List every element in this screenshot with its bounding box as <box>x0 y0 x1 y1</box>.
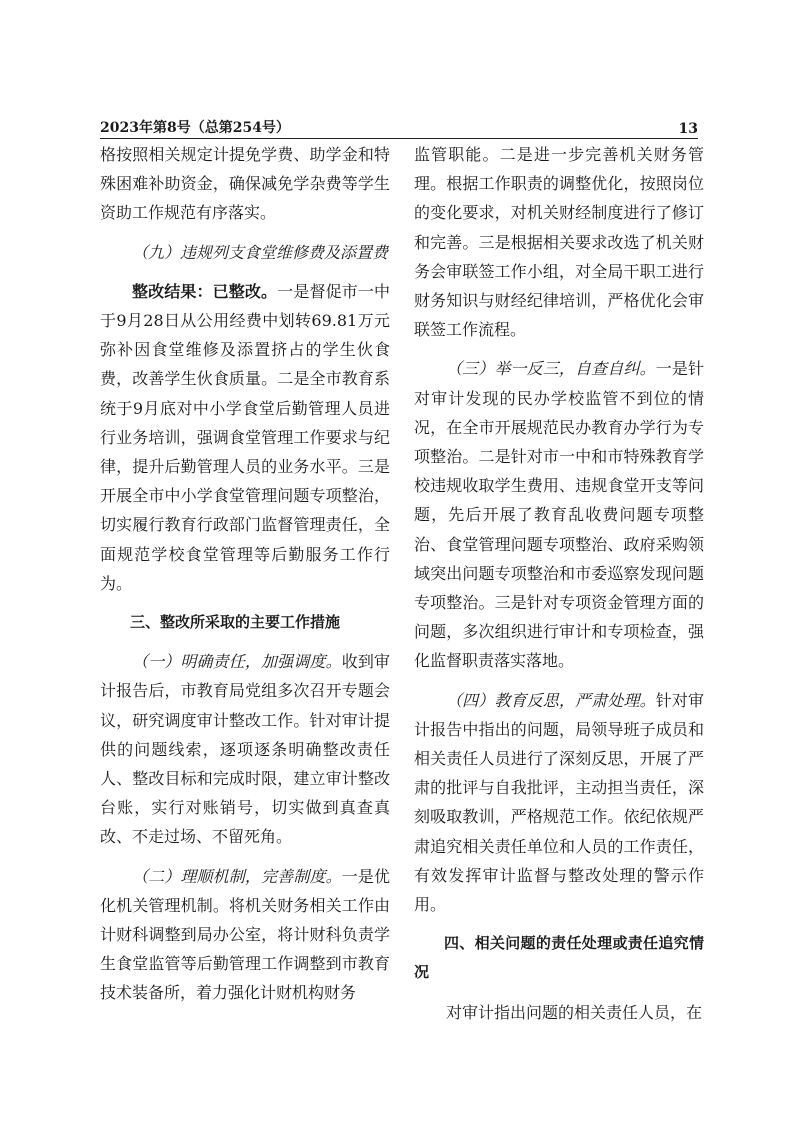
measure-heading: （一）明确责任，加强调度。 <box>132 652 342 672</box>
paragraph: 对审计指出问题的相关责任人员，在 <box>446 1002 703 1022</box>
measure-heading: （二）理顺机制，完善制度。 <box>132 866 342 886</box>
paragraph-body: 一是针对审计发现的民办学校监管不到位的情况，在全市开展规范民办教育办学行为专项整治。二是针对市一中和市特殊教育学校违规收取学生费用、违规食堂开支等问题，先后开展了教育乱收费问题专项整治、食堂管理问题专项整治、政府采购领域突出问题专项整治和市委巡察发现问题专项整治。三是针对专项资金管理方面的问题，多次组织进行审计和专项检查，强化监督职责落实落地。 <box>414 359 704 671</box>
section-heading-3: 三、整改所采取的主要工作措施 <box>130 613 341 632</box>
paragraph <box>100 277 390 598</box>
paragraph <box>100 862 390 1008</box>
paragraph-body: 收到审计报告后，市教育局党组多次召开专题会议，研究调度审计整改工作。针对审计提供的问题线索，逐项逐条明确整改责任人、整改目标和完成时限，建立审计整改台账，实行对账销号，切实做到真查真改、不走过场、不留死角。 <box>100 652 390 847</box>
paragraph: 格按照相关规定计提免学费、助学金和特殊困难补助资金，确保减免学杂费等学生资助工作规范有序落实。 <box>100 145 390 223</box>
measure-heading: （三）举一反三，自查自纠。 <box>446 359 656 379</box>
running-header <box>100 115 698 137</box>
paragraph <box>100 647 390 851</box>
paragraph-body: 一是督促市一中于9月28日从公用经费中划转69.81万元弥补因食堂维修及添置挤占的学生伙食费，改善学生伙食质量。二是全市教育系统于9月底对中小学食堂后勤管理人员进行业务培训，强调食堂管理工作要求与纪律，提升后勤管理人员的业务水平。三是开展全市中小学食堂管理问题专项整治，切实履行教育行政部门监督管理责任，全面规范学校食堂管理等后勤服务工作行为。 <box>100 281 390 593</box>
header-divider <box>100 138 698 139</box>
paragraph <box>414 686 704 920</box>
section-heading-4: 四、相关问题的责任处理或责任追究情况 <box>414 934 704 982</box>
result-label: 整改结果：已整改。 <box>132 281 278 301</box>
paragraph-body: 一是优化机关管理机制。将机关财务相关工作由计财科调整到局办公室，将计财科负责学生食堂监管等后勤管理工作调整到市教育技术装备所，着力强化计财机构财务 <box>100 866 390 1003</box>
right-column <box>414 140 704 1027</box>
subheading-9: （九）违规列支食堂维修费及添置费 <box>132 242 389 262</box>
page-number: 13 <box>678 121 698 137</box>
measure-heading: （四）教育反思，严肃处理。 <box>446 690 656 710</box>
paragraph <box>414 354 704 675</box>
issue-label: 2023年第8号（总第254号） <box>100 120 290 136</box>
paragraph-body: 针对审计报告中指出的问题，局领导班子成员和相关责任人员进行了深刻反思，开展了严肃的批评与自我批评，主动担当责任，深刻吸取教训，严格规范工作。依纪依规严肃追究相关责任单位和人员的工作责任，有效发挥审计监督与整改处理的警示作用。 <box>414 690 704 915</box>
paragraph: 监管职能。二是进一步完善机关财务管理。根据工作职责的调整优化，按照岗位的变化要求，对机关财经制度进行了修订和完善。三是根据相关要求改选了机关财务会审联签工作小组，对全局干职工进行财务知识与财经纪律培训，严格优化会审联签工作流程。 <box>414 145 704 340</box>
left-column <box>100 140 390 1008</box>
